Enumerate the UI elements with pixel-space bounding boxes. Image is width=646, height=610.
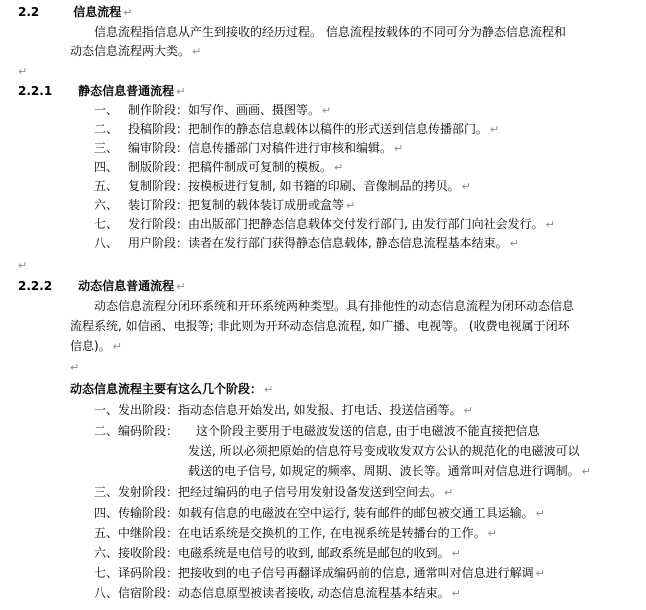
text-span: 二、 (94, 122, 119, 136)
paragraph-mark: ↵ (176, 280, 186, 293)
text-span: 指动态信息开始发出, 如发报、打电话、投送信函等。 (178, 403, 462, 417)
paragraph-mark: ↵ (581, 465, 591, 478)
text-span: 发行阶段： (128, 217, 189, 231)
text-span: 制作阶段： (128, 103, 189, 117)
stage-item-continuation (188, 463, 591, 479)
text-span: 四、传输阶段： (94, 506, 179, 520)
text-span: 流程系统, 如信函、电报等; 非此则为开环动态信息流程, 如广播、电视等。 (收费电视属于闭环 (70, 319, 570, 333)
text-span: 把制作的静态信息载体以稿件的形式送到信息传播部门。 (188, 122, 489, 136)
text-span: 载送的电子信号, 如规定的频率、周期、波长等。通常叫对信息进行调制。 (188, 464, 580, 478)
paragraph-mark: ↵ (535, 507, 545, 520)
paragraph-mark: ↵ (192, 45, 202, 58)
list-item (94, 235, 519, 251)
text-span: 五、 (94, 179, 119, 193)
paragraph-mark: ↵ (451, 587, 461, 600)
text-span: 信息)。 (70, 339, 111, 353)
stage-item (94, 402, 473, 418)
text-span: 五、中继阶段： (94, 526, 179, 540)
stages-subheading (70, 381, 273, 397)
text-span: 复制阶段： (128, 179, 189, 193)
text-span: 发送, 所以必须把原始的信息符号变成收发双方公认的规范化的电磁波可以 (188, 444, 580, 458)
text-span: 动态信息流程分闭环系统和开环系统两种类型。具有排他性的动态信息流程为闭环动态信息 (94, 299, 575, 313)
text-span: 一、 (94, 103, 119, 117)
paragraph-mark: ↵ (112, 340, 122, 353)
section-2-2-intro-line-1: 信息流程指信息从产生到接收的经历过程。 信息流程按载体的不同可分为静态信息流程和 (94, 25, 566, 39)
section-title: 信息流程 (73, 5, 122, 19)
text-span: 读者在发行部门获得静态信息载体, 静态信息流程基本结束。 (188, 236, 508, 250)
stage-item (94, 484, 453, 500)
text-span: 编审阶段： (128, 141, 189, 155)
stage-item (94, 565, 545, 581)
section-number: 2.2.1 (18, 84, 53, 98)
text-span: 把稿件制成可复制的模板。 (188, 160, 333, 174)
text-span: 由出版部门把静态信息载体交付发行部门, 由发行部门向社会发行。 (188, 217, 544, 231)
section-2-2-heading (18, 4, 133, 20)
paragraph-mark: ↵ (451, 547, 461, 560)
section-2-2-2-heading (18, 278, 185, 294)
text-span: 动态信息原型被读者接收, 动态信息流程基本结束。 (178, 586, 450, 600)
text-span: 三、 (94, 141, 119, 155)
text-span: 制版阶段： (128, 160, 189, 174)
text-span: 一、发出阶段： (94, 403, 179, 417)
paragraph-mark: ↵ (463, 404, 473, 417)
paragraph-mark: ↵ (444, 486, 454, 499)
text-span: 七、 (94, 217, 119, 231)
paragraph-mark: ↵ (490, 123, 500, 136)
empty-paragraph-mark: ↵ (18, 259, 28, 272)
text-span: 三、发射阶段： (94, 485, 179, 499)
stage-item-continuation (188, 443, 580, 459)
section-title: 静态信息普通流程 (78, 84, 175, 98)
text-span: 八、 (94, 236, 119, 250)
section-title: 动态信息普通流程 (78, 279, 175, 293)
paragraph-mark: ↵ (461, 180, 471, 193)
text-span: 电磁系统是电信号的收到, 邮政系统是邮包的收到。 (178, 546, 450, 560)
section-2-2-2-para-line-2 (70, 318, 570, 334)
text-span: 如载有信息的电磁波在空中运行, 装有邮件的邮包被交通工具运输。 (178, 506, 534, 520)
text-span: 八、信宿阶段： (94, 586, 179, 600)
text-span: 信息传播部门对稿件进行审核和编辑。 (188, 141, 393, 155)
stage-item (94, 545, 461, 561)
section-number: 2.2.2 (18, 279, 53, 293)
text-span: 这个阶段主要用于电磁波发送的信息, 由于电磁波不能直接把信息 (196, 424, 540, 438)
text-span: 动态信息流程主要有这么几个阶段： (70, 382, 263, 396)
list-item (94, 197, 355, 213)
empty-paragraph-mark: ↵ (70, 361, 80, 374)
text-span: 七、译码阶段： (94, 566, 179, 580)
paragraph-mark: ↵ (334, 161, 344, 174)
paragraph-mark: ↵ (394, 142, 404, 155)
empty-paragraph-mark: ↵ (18, 65, 28, 78)
list-item (94, 121, 499, 137)
section-2-2-2-para-line-1 (94, 298, 574, 314)
paragraph-mark: ↵ (264, 383, 274, 396)
paragraph-mark: ↵ (545, 218, 555, 231)
section-2-2-2-para-line-3 (70, 338, 122, 354)
section-2-2-1-heading (18, 83, 185, 99)
text-span: 把经过编码的电子信号用发射设备发送到空间去。 (178, 485, 443, 499)
stage-item (94, 423, 540, 439)
paragraph-mark: ↵ (322, 104, 332, 117)
stage-item (94, 505, 545, 521)
text-span: 用户阶段： (128, 236, 189, 250)
text-span: 六、 (94, 198, 119, 212)
paragraph-mark: ↵ (535, 567, 545, 580)
paragraph-mark: ↵ (176, 85, 186, 98)
text-span: 把接收到的电子信号再翻译成编码前的信息, 通常叫对信息进行解调 (178, 566, 534, 580)
stage-item (94, 525, 497, 541)
list-item (94, 178, 471, 194)
paragraph-mark: ↵ (487, 527, 497, 540)
text-span: 在电话系统是交换机的工作, 在电视系统是转播台的工作。 (178, 526, 486, 540)
list-item (94, 140, 403, 156)
stage-item (94, 585, 461, 601)
text-span: 装订阶段： (128, 198, 189, 212)
list-item (94, 159, 343, 175)
text-span: 把复制的载体装订成册或盒等 (188, 198, 345, 212)
text-span: 投稿阶段： (128, 122, 189, 136)
paragraph-mark: ↵ (346, 199, 356, 212)
section-number: 2.2 (18, 5, 40, 19)
text-span: 二、编码阶段： (94, 424, 179, 438)
list-item (94, 216, 555, 232)
text-span: 四、 (94, 160, 119, 174)
text-span: 按模板进行复制, 如书籍的印刷、音像制品的拷贝。 (188, 179, 460, 193)
text-span: 如写作、画画、摄图等。 (188, 103, 321, 117)
paragraph-mark: ↵ (509, 237, 519, 250)
paragraph-mark: ↵ (123, 6, 133, 19)
section-2-2-intro-line-2: 动态信息流程两大类。 ↵ (70, 44, 202, 58)
list-item (94, 102, 331, 118)
text-span: 六、接收阶段： (94, 546, 179, 560)
